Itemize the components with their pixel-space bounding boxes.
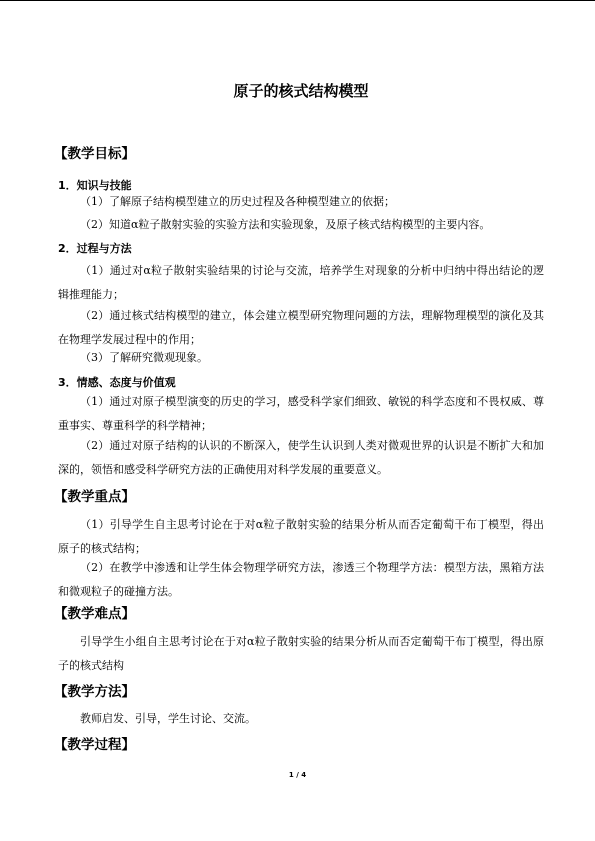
- paragraph: （3）了解研究微观现象。: [80, 351, 208, 364]
- paragraph: （1）通过对原子模型演变的历史的学习，感受科学家们细致、敏锐的科学态度和不畏权威、尊重事实、尊重科学的科学精神；: [58, 395, 544, 432]
- paragraph: （2）通过核式结构模型的建立，体会建立模型研究物理问题的方法，理解物理模型的演化及其在物理学发展过程中的作用；: [58, 309, 544, 346]
- paragraph: （1）引导学生自主思考讨论在于对α粒子散射实验的结果分析从而否定葡萄干布丁模型，得出原子的核式结构；: [58, 518, 544, 555]
- document-title: 原子的核式结构模型: [233, 82, 369, 100]
- paragraph: 教师启发、引导，学生讨论、交流。: [80, 712, 256, 725]
- section-heading-goals: 【教学目标】: [54, 146, 135, 162]
- page-number: 1 / 4: [288, 771, 307, 779]
- section-heading-difficulties: 【教学难点】: [54, 606, 135, 622]
- paragraph: （2）知道α粒子散射实验的实验方法和实验现象，及原子核式结构模型的主要内容。: [80, 218, 491, 231]
- section-heading-methods: 【教学方法】: [54, 684, 135, 700]
- section-heading-process: 【教学过程】: [54, 737, 135, 753]
- paragraph: （2）在教学中渗透和让学生体会物理学研究方法，渗透三个物理学方法：模型方法，黑箱方法和微观粒子的碰撞方法。: [58, 561, 544, 598]
- page-top-rule: [0, 0, 595, 1]
- paragraph: 引导学生小组自主思考讨论在于对α粒子散射实验的结果分析从而否定葡萄干布丁模型，得出原子的核式结构: [58, 635, 544, 672]
- paragraph: （1）了解原子结构模型建立的历史过程及各种模型建立的依据；: [80, 195, 395, 208]
- paragraph: （1）通过对α粒子散射实验结果的讨论与交流，培养学生对现象的分析中归纳中得出结论的逻辑推理能力；: [58, 264, 544, 301]
- subheading-process: 2．过程与方法: [58, 242, 132, 255]
- paragraph: （2）通过对原子结构的认识的不断深入，使学生认识到人类对微观世界的认识是不断扩大和加深的，领悟和感受科学研究方法的正确使用对科学发展的重要意义。: [58, 439, 544, 476]
- subheading-knowledge: 1．知识与技能: [58, 179, 132, 192]
- section-heading-key-points: 【教学重点】: [54, 489, 135, 505]
- subheading-attitude: 3．情感、态度与价值观: [58, 376, 176, 389]
